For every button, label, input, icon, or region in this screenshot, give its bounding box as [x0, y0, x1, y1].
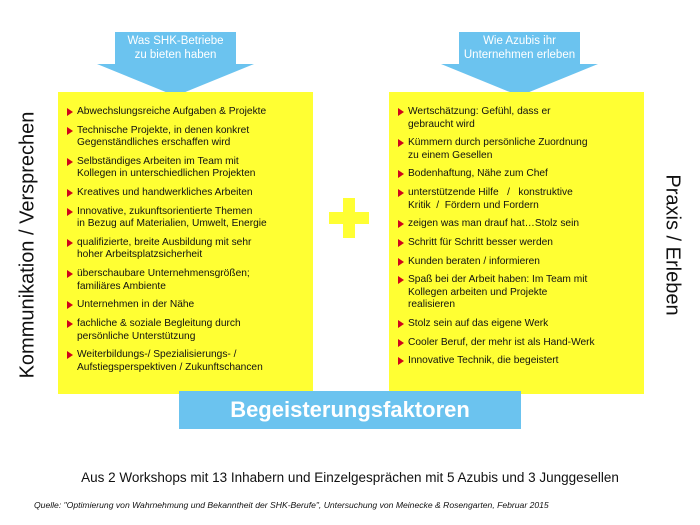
- right-experience-box: [389, 92, 644, 394]
- banner-title: Begeisterungsfaktoren: [179, 391, 521, 429]
- list-item: Weiterbildungs-/ Spezialisierungs- / Aufstiegsperspektiven / Zukunftschancen: [64, 349, 309, 374]
- left-item-list: [64, 106, 309, 380]
- right-item-list: [395, 106, 640, 374]
- list-item: Schritt für Schritt besser werden: [395, 237, 640, 250]
- list-item: überschaubare Unternehmensgrößen; familiäres Ambiente: [64, 268, 309, 293]
- list-item: qualifizierte, breite Ausbildung mit sehr hoher Arbeitsplatzsicherheit: [64, 237, 309, 262]
- list-item: fachliche & soziale Begleitung durch persönliche Unterstützung: [64, 318, 309, 343]
- list-item: unterstützende Hilfe / konstruktive Kritik / Fördern und Fordern: [395, 187, 640, 212]
- list-item: Abwechslungsreiche Aufgaben & Projekte: [64, 106, 309, 119]
- list-item: Wertschätzung: Gefühl, dass er gebraucht wird: [395, 106, 640, 131]
- subline-text: Aus 2 Workshops mit 13 Inhabern und Einzelgesprächen mit 5 Azubis und 3 Junggesellen: [81, 470, 619, 485]
- list-item: Kümmern durch persönliche Zuordnung zu einem Gesellen: [395, 137, 640, 162]
- list-item: Selbständiges Arbeiten im Team mit Kollegen in unterschiedlichen Projekten: [64, 156, 309, 181]
- right-header-arrow: [441, 32, 598, 96]
- list-item: Kreatives und handwerkliches Arbeiten: [64, 187, 309, 200]
- left-vertical-label: Kommunikation / Versprechen: [16, 111, 39, 379]
- list-item: Innovative Technik, die begeistert: [395, 355, 640, 368]
- right-vertical-label: Praxis / Erleben: [661, 174, 684, 316]
- right-arrow-label: Wie Azubis ihr Unternehmen erleben: [463, 35, 576, 61]
- left-promise-box: [58, 92, 313, 394]
- list-item: Innovative, zukunftsorientierte Themen in Bezug auf Materialien, Umwelt, Energie: [64, 206, 309, 231]
- source-citation: Quelle: "Optimierung von Wahrnehmung und Bekanntheit der SHK-Berufe", Untersuchung von Meinecke & Rosengarten, Februar 2015: [34, 500, 549, 510]
- plus-sign: [329, 198, 369, 238]
- list-item: Kunden beraten / informieren: [395, 256, 640, 269]
- list-item: Stolz sein auf das eigene Werk: [395, 318, 640, 331]
- list-item: Cooler Beruf, der mehr ist als Hand-Werk: [395, 337, 640, 350]
- list-item: Unternehmen in der Nähe: [64, 299, 309, 312]
- left-arrow-label: Was SHK-Betriebe zu bieten haben: [127, 35, 224, 61]
- list-item: Bodenhaftung, Nähe zum Chef: [395, 168, 640, 181]
- left-header-arrow: [97, 32, 254, 96]
- list-item: Spaß bei der Arbeit haben: Im Team mit Kollegen arbeiten und Projekte realisieren: [395, 274, 640, 312]
- list-item: zeigen was man drauf hat…Stolz sein: [395, 218, 640, 231]
- list-item: Technische Projekte, in denen konkret Gegenständliches erschaffen wird: [64, 125, 309, 150]
